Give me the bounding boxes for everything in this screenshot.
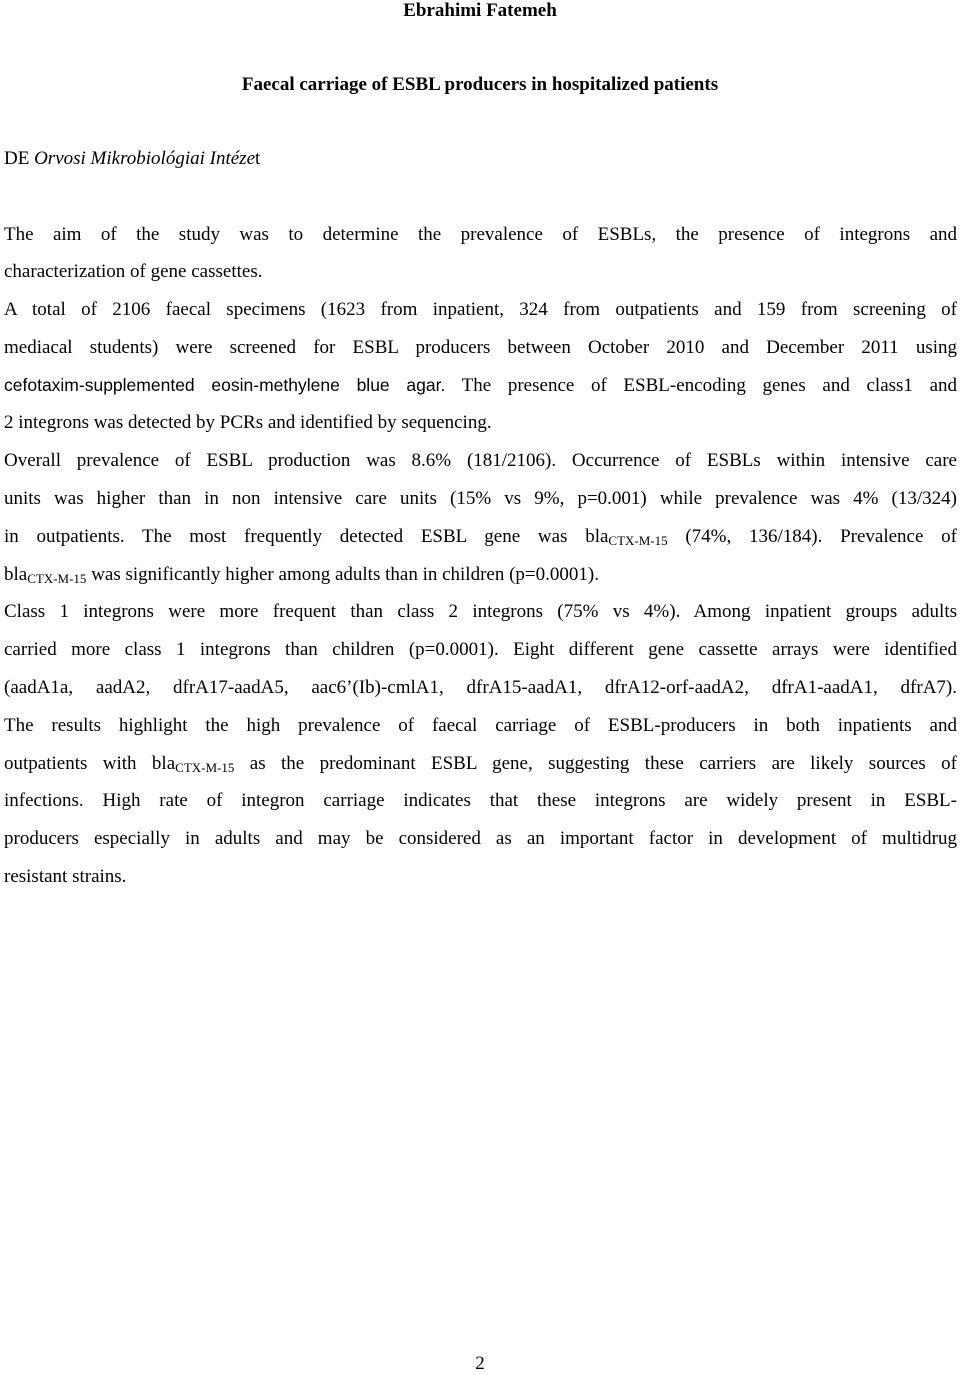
gene-subscript: CTX-M-15 [175, 760, 235, 775]
author-name: Ebrahimi Fatemeh [403, 0, 557, 21]
conclusion-line: infections. High rate of integron carriage indicates that these integrons are widely present in ESBL- [4, 790, 957, 811]
results-bla-text: bla [4, 564, 28, 585]
conclusion-line [4, 753, 957, 775]
conclusion-line: The results highlight the high prevalence of faecal carriage of ESBL-producers in both inpatients and [4, 715, 957, 736]
institute-suffix: t [255, 148, 261, 169]
aim-line: characterization of gene cassettes. [4, 261, 263, 282]
results-line: (aadA1a, aadA2, dfrA17-aadA5, aac6’(Ib)-cmlA1, dfrA15-aadA1, dfrA12-orf-aadA2, dfrA1-aadA1, dfrA7). [4, 677, 957, 698]
conclusion-line: producers especially in adults and may be considered as an important factor in development of multidrug [4, 828, 957, 849]
results-line [4, 564, 957, 586]
methods-line: mediacal students) were screened for ESBL producers between October 2010 and December 2011 using [4, 337, 957, 358]
results-gene-text: in outpatients. The most frequently detected ESBL gene was bla [4, 526, 609, 547]
results-line [4, 450, 957, 472]
institute-line [4, 148, 260, 170]
page-number: 2 [475, 1353, 485, 1374]
aim-line: The aim of the study was to determine the prevalence of ESBLs, the presence of integrons and [4, 224, 957, 245]
results-line: units was higher than in non intensive care units (15% vs 9%, p=0.001) while prevalence was 4% (13/324) [4, 488, 957, 509]
institute-prefix: DE [4, 148, 30, 169]
document-title: Faecal carriage of ESBL producers in hospitalized patients [241, 74, 719, 95]
results-line: Class 1 integrons were more frequent than class 2 integrons (75% vs 4%). Among inpatient groups adults [4, 601, 957, 622]
results-line: carried more class 1 integrons than children (p=0.0001). Eight different gene cassette arrays were identified [4, 639, 957, 660]
results-gene-stats: (74%, 136/184). Prevalence of [667, 526, 957, 547]
institute-name-italic: Orvosi Mikrobiológiai Intéze [34, 148, 256, 169]
results-adults-text: was significantly higher among adults than in children (p=0.0001). [86, 564, 599, 585]
results-prevalence-text: Overall prevalence of ESBL production was 8.6% (181/2106). [4, 450, 557, 471]
conclusion-line: resistant strains. [4, 866, 127, 887]
gene-subscript: CTX-M-15 [27, 571, 87, 586]
conclusion-bla-text: outpatients with bla [4, 753, 176, 774]
methods-agar-text: cefotaxim-supplemented eosin-methylene blue agar. [4, 375, 446, 395]
results-line [4, 526, 957, 548]
methods-line: 2 integrons was detected by PCRs and identified by sequencing. [4, 412, 492, 433]
gene-subscript: CTX-M-15 [608, 533, 668, 548]
conclusion-predominant-text: as the predominant ESBL gene, suggesting these carriers are likely sources of [234, 753, 957, 774]
methods-line [4, 374, 957, 397]
results-icu-text: Occurrence of ESBLs within intensive care [556, 450, 957, 471]
methods-genes-text: The presence of ESBL-encoding genes and class1 and [445, 375, 958, 396]
methods-line: A total of 2106 faecal specimens (1623 from inpatient, 324 from outpatients and 159 from screening of [4, 299, 957, 320]
